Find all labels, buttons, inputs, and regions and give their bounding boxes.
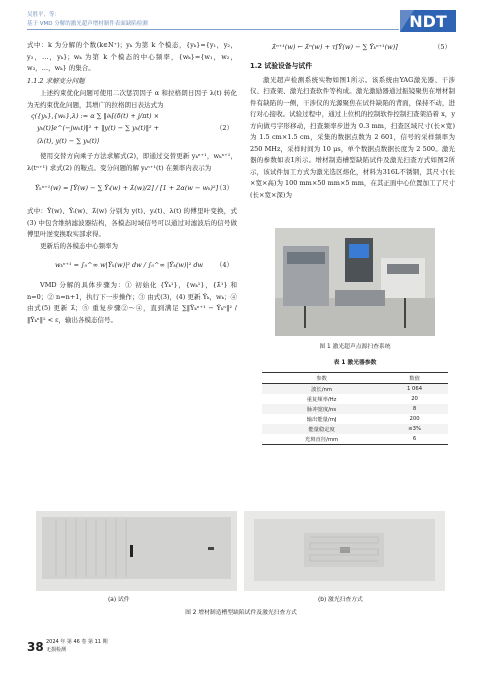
header-divider: [27, 29, 399, 30]
subsection-heading: 1.1.2 求解变分问题: [27, 76, 85, 85]
table-cell: 输出能量/mJ: [306, 417, 337, 423]
equation-4-number: （4）: [215, 261, 233, 269]
paragraph-symbols: 式中：k 为分解的个数(k∈N⁺)；yₖ 为第 k 个模态，{yₖ}={y₁，y₂，y₃，…，yₖ}；wₖ 为第 k 个模态的中心频率，{wₖ}={w₁，w₂，w₃，…，wₖ} 的集合。: [27, 41, 237, 72]
running-header-authors: 吴胜平，等：: [27, 12, 61, 18]
equation-2: [27, 111, 237, 151]
journal-logo: [400, 10, 456, 32]
paragraph-admm: 使用交替方向乘子方法求解式(2)，即通过交替更新 yₖⁿ⁺¹，wₖⁿ⁺¹，λ(tⁿ⁺¹) 求式(2) 的鞍点。变分问题的解 yₖⁿ⁺¹(t) 在频率内表示为: [27, 152, 237, 172]
table-cell: 重复频率/Hz: [306, 397, 337, 403]
table-cell: 6: [381, 434, 448, 445]
paragraph-center-freq: 更新后的各模态中心频率为: [40, 241, 118, 250]
figure-2a-specimen-photo: [36, 511, 237, 591]
equation-3-number: （3）: [215, 184, 233, 192]
table-cell: 1 064: [381, 384, 448, 395]
footer-journal: 无损检测: [46, 647, 67, 653]
laser-system-photo-icon: [275, 228, 435, 336]
table-header-value: 数值: [381, 373, 448, 384]
paragraph-lagrange: 上述约束优化问题可使用二次惩罚因子 α 和拉格朗日因子 λ(t) 转化为无约束优化问题，其增广的拉格朗日表达式为: [27, 89, 237, 109]
table-header-row: [262, 373, 448, 384]
table-row: [262, 424, 448, 434]
equation-2-number: （2）: [215, 124, 233, 132]
equation-5-number: （5）: [433, 43, 451, 51]
svg-text:NDT: NDT: [409, 12, 447, 31]
table-cell: ≤3%: [381, 424, 448, 434]
figure-2b-label: (b) 激光扫查方式: [318, 597, 363, 603]
equation-2-line3: ⟨λ(t), y(t) − ∑ yₖ(t)⟩: [37, 137, 100, 145]
figure-1-caption: 图 1 激光超声点源扫查系统: [319, 344, 391, 350]
paragraph-equipment: 激光超声检测系统实物如图1所示。该系统由YAG激光器、干涉仪、扫查架、激光扫查软件等构成。激光激励器通过振镜聚焦在增材制件有缺陷的一侧，干涉仪的光源聚焦在试件缺陷的背面，保持不动，进行对心接收。试验过程中，通过上位机的控制软件控制扫查架沿着 x，y 方向做弓字形移动，扫查频率步进为 0.3 mm，扫查区域尺寸(长×宽)为 1.5 cm×1.5 cm，采集的数据点数为 2 601，信号的采样频率为 250 MHz，采样时间为 10 μs，单个数据点数据长度为 2 500。激光器的参数如表1所示。增材制造槽型缺陷试件及激光扫查方式如图2所示，该试件加工方式为激光选区熔化，材料为316L不锈钢，其尺寸(长×宽×高)为 100 mm×50 mm×5 mm，在其正面中心位置加工了尺寸(长×宽×深)为: [250, 75, 455, 199]
right-column: [250, 40, 455, 201]
equation-4-body: wₖⁿ⁺¹ = ∫₀^∞ w|Ŷₖ(w)|² dw / ∫₀^∞ |Ŷₖ(w)|² dw: [55, 261, 204, 269]
table-cell: 8: [381, 404, 448, 414]
table-cell: 20: [411, 396, 418, 402]
table-cell: 200: [409, 416, 420, 422]
figure-1-photo: [275, 228, 435, 336]
table-cell: 波长/nm: [262, 384, 381, 395]
laser-parameters-table: [262, 372, 448, 445]
figure-2b-scan-photo: [244, 511, 445, 591]
table-cell: 脉冲宽度/ns: [262, 404, 381, 414]
table-header-param: 参数: [262, 373, 381, 384]
left-column: [27, 40, 237, 326]
table-row: [262, 404, 448, 414]
paragraph-fourier: 式中：Ŷ(w)、Ŷᵢ(w)、λ̂(w) 分别为 y(t)、yᵢ(t)、λ(t) 的傅里叶变换，式(3) 中包含维纳滤波器结构，各模态时域信号可以通过对滤波后的信号做傅里叶逆变换取实部求得。: [27, 207, 237, 238]
equation-5-body: λ̂ⁿ⁺¹(w) ← λ̂ⁿ(w) + τ[Ŷ(w) − ∑ Ŷₖⁿ⁺¹(w)]: [272, 43, 398, 51]
table-cell: 能量稳定度: [262, 424, 381, 434]
specimen-photo-icon: [36, 511, 237, 591]
equation-2-line1: ς({yₖ},{wₖ},λ) := α ∑ ‖∂ₜ[(δ(t) + j/πt) ×: [31, 112, 160, 120]
equation-2-line2: yₖ(t)]e^(−jwₖt)‖² + ‖y(t) − ∑ yₖ(t)‖² +: [37, 124, 160, 132]
table-1-title: 表 1 激光器参数: [333, 360, 377, 366]
equation-5: [250, 40, 455, 58]
table-row: [262, 434, 448, 445]
ndt-logo-icon: [400, 10, 456, 32]
table-row: [262, 394, 448, 404]
scan-path-photo-icon: [244, 511, 445, 591]
table-row: [262, 414, 448, 424]
footer-issue: 2024 年 第 46 卷 第 11 期: [46, 639, 108, 645]
equation-3-body: Ŷₖⁿ⁺¹(w) = [Ŷ(w) − ∑ Ŷᵢ(w) + λ̂(w)/2] / [1 + 2α(w − wₖ)²]: [35, 184, 219, 192]
figure-2a-label: (a) 试件: [108, 597, 130, 603]
equation-3: [27, 174, 237, 206]
section-heading: 1.2 试验设备与试件: [250, 62, 312, 70]
paragraph-vmd-steps: VMD 分解的具体步骤为：① 初始化 {Ŷₖ¹}，{wₖ¹}，{λ̂¹} 和 n=0；② n=n+1，执行下一步操作；③ 由式(3)，(4) 更新 Ŷₖ，wₖ；④ 由式(5) 更新 λ̂；⑤ 重复步骤②～④，直到满足 ∑‖Ŷₖⁿ⁺¹ − Ŷₖⁿ‖² / ‖Ŷₖⁿ‖² < ε，输出各模态信号。: [27, 281, 237, 324]
figure-2-caption: 图 2 增材制造槽型缺陷试件及激光扫查方式: [185, 610, 297, 616]
equation-4: [27, 252, 237, 280]
page-number: 38: [27, 640, 44, 654]
table-row: [262, 384, 448, 395]
table-cell: 光斑直径/mm: [262, 434, 381, 445]
running-header-title: 基于 VMD 分解的激光超声增材制件表面缺陷检测: [27, 21, 148, 27]
